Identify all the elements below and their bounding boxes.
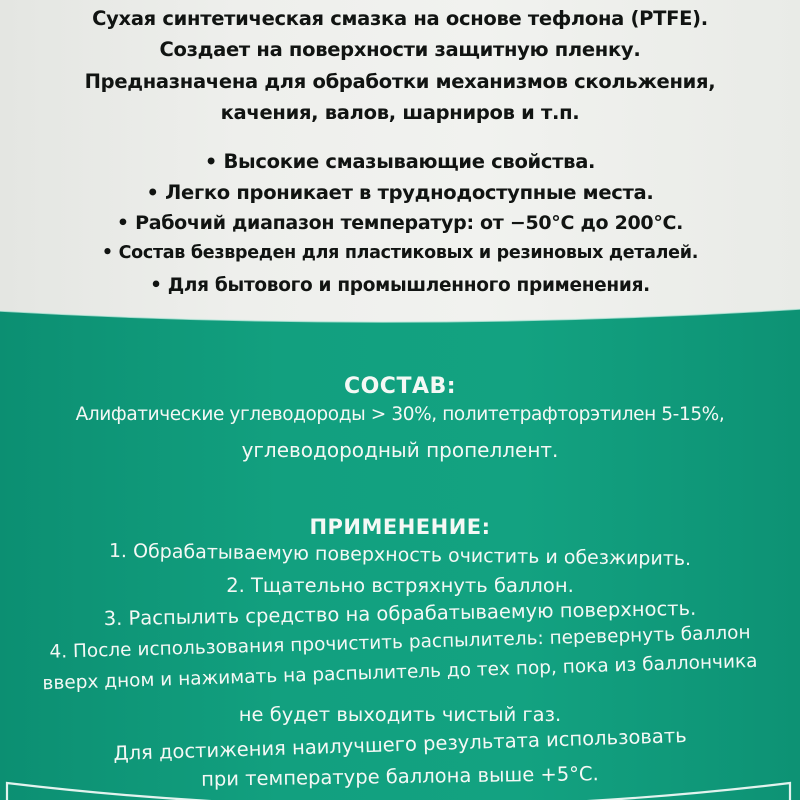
usage-note: Для достижения наилучшего результата использовать bbox=[113, 723, 687, 766]
composition-line: углеводородный пропеллент. bbox=[241, 438, 559, 462]
usage-step: не будет выходить чистый газ. bbox=[238, 703, 562, 726]
description-line: качения, валов, шарниров и т.п. bbox=[220, 101, 580, 124]
description-line: Предназначена для обработки механизмов скольжения, bbox=[84, 70, 716, 93]
composition-line: Алифатические углеводороды > 30%, политетрафторэтилен 5-15%, bbox=[75, 404, 725, 425]
usage-heading: ПРИМЕНЕНИЕ: bbox=[309, 515, 491, 539]
usage-step: вверх дном и нажимать на распылитель до тех пор, пока из баллончика bbox=[42, 650, 758, 695]
usage-step: 3. Распылить средство на обрабатываемую поверхность. bbox=[103, 596, 697, 631]
feature-item: • Для бытового и промышленного применения. bbox=[150, 275, 650, 296]
usage-step: 1. Обрабатываемую поверхность очистить и обезжирить. bbox=[108, 539, 692, 571]
usage-step: 2. Тщательно встряхнуть баллон. bbox=[226, 574, 574, 597]
usage-note: при температуре баллона выше +5°С. bbox=[201, 762, 599, 791]
description-line: Сухая синтетическая смазка на основе тефлона (PTFE). bbox=[92, 7, 708, 30]
feature-item: • Высокие смазывающие свойства. bbox=[204, 150, 596, 173]
composition-heading: СОСТАВ: bbox=[343, 374, 457, 399]
feature-item: • Легко проникает в труднодоступные места. bbox=[146, 181, 654, 204]
usage-step: 4. После использования прочистить распылитель: перевернуть баллон bbox=[49, 622, 751, 663]
feature-item: • Рабочий диапазон температур: от −50°С до 200°С. bbox=[116, 212, 684, 234]
description-line: Создает на поверхности защитную пленку. bbox=[159, 38, 641, 61]
feature-item: • Состав безвреден для пластиковых и резиновых деталей. bbox=[101, 243, 699, 263]
